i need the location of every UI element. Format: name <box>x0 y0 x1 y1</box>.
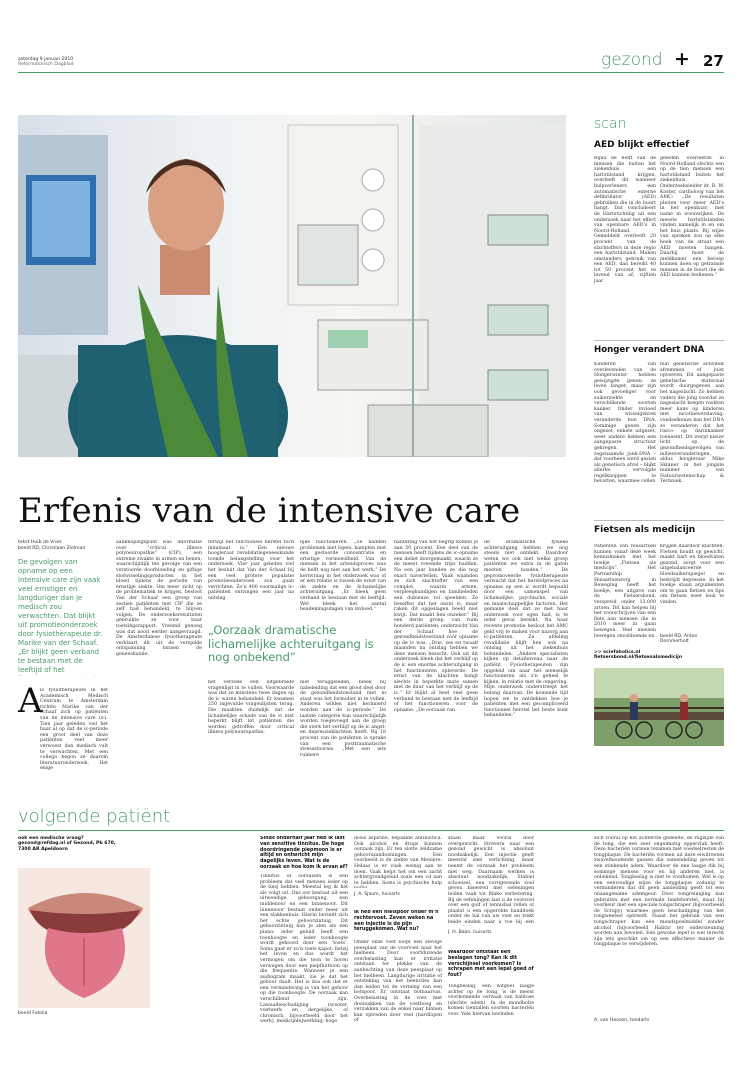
answer-1b: dosis aspirine, bepaalde antibiotica. Ook alcohol en drugs kunnen oorzaak zijn. Er ten slotte zeldzame gehoorszandoeningen. Een voorbeeld is de ziekte van Menière. Helaas is er vaak weinig aan te doen. Vaak helpt het om een zacht achtergrondgeluid zoals een cd aan te hebben. Soms is psychische hulp <box>354 836 442 886</box>
signature-3: A. van Hoosen, tandarts <box>594 1018 650 1023</box>
section-label: gezond <box>601 50 663 70</box>
signature-1: J. A. Sjaum, huisarts <box>354 892 400 897</box>
article-credit-photo: beeld RD, Christiaan Zielman <box>18 546 86 551</box>
patient-section-label: volgende patiënt <box>18 806 171 827</box>
answer-2b: staan maar vooral door overgewicht. Strevern naar een gezond gewicht is absoluut noodzakelijk. Een injectie geeft meestal snel verlichting, maar neemt de oorzaak het probleem niet weg. Daarnaam werken is absoluut noodzakelijk. Stabiel schoeisel, een corrigerende zool geven biseered met oefeningen leiden vaak tot flinke verbetering. Bij de oefeningen laat u de voorzool over een golf of tennisbal rollen of plaatst u een opgerolde handdoek onder de bal van uw voet en trekt beide einden naar u toe bij een <box>448 836 534 925</box>
question-2: Ik heb een hielspoor onder m’n rechtervoet. Zeven weken na een injectie is de pijn teruggekomen. Wat nu? <box>354 910 439 933</box>
drop-cap: A <box>18 681 43 721</box>
tongue-photo <box>18 868 150 1008</box>
tongue-photo-credit: beeld Fotolia <box>18 1011 48 1016</box>
dna-heading: Honger verandert DNA <box>594 345 705 355</box>
signature-2: J. H. Baan, huisarts <box>448 930 492 935</box>
article-col6: de dramatische fysieke achteruitgang hebben we nog steeds niet ontdekt. Daardoor weten we ook niet welke groep patiënten we extra in de gaten moeten houden.” De gepromoveerde fysiotherapeute verwacht dat het herstelproces na opname op een ic wordt bepaald door een samenspel van lichamelijke, psychische, sociale en maatschappelijke factoren. Het gemaine doel dat ze met haar onderzoek voor ogen had, is te ieder geval bereikt. Na haar recente promotie besloot het AMC geld vrij te maken voor nazorg aan ic-patiënten. Ze afdeling revalidatie blijft hen ook na ontslag uit het ziekenhuis behandelen. „Andere specialisten kijken op detailniveau naar de patiënt. Fysiotherapeuten zijn opgeleid om naar het menselijk functioneren als z’n geheel te kijken, in relatie met de omgeving. Mijn onderzoek onderstreept het belang daarvan. De komende tijd hopen we te ontdekken hoe je patiënten met een gecompliceerd functioneel herstel het beste kunt behandelen.” <box>484 540 568 719</box>
answer-2: Onder onze voet loopt een stevige peesplaat van de voorvoet naar het hielbeen. Door voortdurende overbelasting kan er irritatie ontstaan ter plekke van de aanhechting van deze peesplaat op het hielbeen. Langdurige irritatie of ontsteking van het beenvlies kan dan leiden tot de vorming van een botspoor. Er ontstaat botnaarvas. Overbelasting in de voet met doorzakken van de voetboog en verzakken van de enkel naar binnen kan optreden door veel (hardlopen of <box>354 940 442 1024</box>
plus-icon: + <box>674 48 690 70</box>
aed-text-left: Bijna de helft van de mensen die buiten het ziekenhuis een hartstilstand krijgen, overleeft dit wanneer hulpverleners een automatische externe defibrillator (AED) gebruiken die in de buurt hangt. Dat concludeert de Hartstichting uit een onderzoek naar het effect van openbare AED’s in Noord-Holland. Gemiddeld overleeft 20 procent van de slachtoffers in deze regio een hartstilstand. Maken omstanders gebruik van een AED, dan bereikt 40 tot 50 procent het ve levend van af; vijftien jaar <box>594 156 656 285</box>
cyclists-illustration <box>594 668 724 746</box>
fiets-link[interactable]: >> sciefaholics.nl fietsersbond.nl/fietsenalsmedicijn <box>594 650 682 661</box>
question-3: Waardoor ontstaat een beslagen tong? Kan ik dit verschijnsel voorkomen? Is schrapen met een lepel goed of fout? <box>448 950 534 979</box>
question-1: Sinds onderhalf jaar heb ik last van sensitive tinnitus. De hoge doordringende piepmoon is er altijd en ontwricht mijn dagelijks leven. Wat is de oorzaak en hoe kom ik ervan af? <box>260 836 348 870</box>
fiets-text-left: Patiënten van huisartsen kunnen vanaf deze week kennismaken met het boekje „Fietsen als medicijn”. Het Partnership Huisartsenzorg in Beweging heeft het boekje, een uitgave van de Fietsersbond, verspreid onder 12.000 artsen. Dit kan helpen bij het voorschrijven van een fiets aan mensen die in 2010 meer in gaan bewegen. Veel mensen bewegen onvoldoende en <box>594 544 656 639</box>
article-col5: hantering van het begrip komen je aan 50 procent. Een deel van de mensen heeft tijdens de ic-opname een deliet doorgemaakt, waarin ze de meest vreemde trips hadden. Na een jaar konden ze die nog exact navertellen. Vaak waanden ze zich slachtoffer van een complot, waarin artsen, verpleegkundigen en familieleden een dubieuze rol speelden. Ze beseffen dat het onzin is, maar raken dit opgeslagen beeld niet kwijt. Dat maakt hen onzeker.” Bij een derde groep, van ruim honderd patiënten, onderzocht Van der Schaaf hoe de gezondheidstoestand vóór opname op de ic was. „Drie, zes en twaalf maanden na ontslag hebben we deze mensen bezocht. Ook uit dit onderzoek bleek dat het verblijf op de ic een enorme achteruitgang in het functioneren opleverde. De ernst van de klachten hangt slechts in beperkte mate samen met de duur van het verblijf op de ic.” Er blijkt al heel veel geen verband te bestaan met de leeftijd of het functioneren voor de opname. „De oorzaak van <box>394 540 478 713</box>
dna-text-right: hun genetische activiteit afremmen of juist opvoeren. Dit aangepaste genetische materiaal wordt doorgegeven aan het nageslacht. Zo hebben vaders die jong voordat ze nageslacht kregen rookten meer kans op kinderen met nicotineverslaving; voedselkeuze kan het DNA zo veranderen dat het risico op darmkanker toeneemt. Dit werpt nieuw licht op de gezondheidsgevolgen van milieuveranderingen, aldus hoogleraar Mike Skinner in het jongste nummer van Natuurwetenschap & Techniek. <box>660 362 724 485</box>
cyclists-photo <box>594 668 724 746</box>
answer-3b: zich vooral op het achterste gedeelte, de rugzijde van de tong, die een zeer ongelmatig oppervlak heeft. Deze bacteriën vormen tezamen met voedselresten de tongplaque. De bacteriën vormen uit deze eiwitresten zwavelhoudende gassen die samendeling geven tot een stinkende adem. Waardoor de ene laagje dik bij sommige mensen voor en bij anderen niet, is onbekend. Tongbeslag is niet te voorkomen. Wel is op een eenvoudige wijze de tongplaque zodanig te verminderen dat dit geen aanleiding geeft tot een onaangename ademgeur. Door tongreiniging kan gebruiten met een normale tandeborstel, maar bij voorkeur met een speciale tongschraper (bijvoorbeeld de Scrapy) waarmee geen beschadiging van het tongweefsel optreedt. Naast het gebruik van een tongschraper kan een mondspoelmiddel zonder alcohol (bijvoorbeeld Halita) ter ondersteuning worden aan bevolen. Een gewone lepel is wel terecht zijn iets geschikt om op een effectieve manier de tongplaque te verwijderen. <box>594 836 724 948</box>
article-col3b: het verzoek een uitgebreide vragenlijst in te vullen. Voorwaarde was dat ze minstens twee dagen op de ic waren behandeld. Er kwamen 250 ingevulde vragenlijsten terug. Die maakten duidelijk dat de lichamelijke schade van de ic niet beperkt blijft tot patiënten die worden getroffen door critical illness polyneuropathie. <box>208 680 294 736</box>
scan-label: scan <box>594 116 627 132</box>
masthead-date: zaterdag 9 januari 2010 <box>18 57 74 62</box>
fiets-heading: Fietsen als medicijn <box>594 525 696 535</box>
patient-intro: ook een medische vraag? gezond@refdag.nl of Gezond, Pb 670, 7300 AR Apeldoorn <box>18 836 116 852</box>
masthead-rule <box>18 72 724 73</box>
article-col1: ls fysiotherapeute in het Academisch Medisch Centrum te Amsterdam richtte Marike van der Schaaf zich op patiënten van de intensive care (ic). Tien jaar geleden viel het haar al op dat de ic-periode een groot deel van deze patiënten veel meer verwoest dan medisch valt te verwachten. Met een collega begon ze daarom literatuuronderzoek. Het enige <box>40 688 108 772</box>
fiets-text-right: krijgen daardoor klachten. Fietsen houdt op gewicht, maakt hart en bloedvaten gezond, zorgt voor een uitgebalanceerde bloedsuikerspiegel en bestrijdt depressie. In het boekje staan argumenten om te gaan fietsen en tips om fietsen weer leuk te vinden. <box>660 544 724 605</box>
patient-rule <box>18 830 724 831</box>
article-headline: Erfenis van de intensive care <box>18 491 521 531</box>
tongue-illustration <box>18 868 150 1008</box>
article-col4: lijke functioneren. „Ze hadden problemen met lopen, kampten met een gestoorde concentratie en ernstige vermoeidheid. Van de mensen in het arbeidsproces was de helft nog niet aan het werk.” De kernvraag in het onderzoek was of er een relatie is tussen de ernst van de ziekte en de lichamelijke achteruitgang. „Er bleek geen verband te bestaan met de leeftijd. Wel bleek het aantal beademingsdagen van invloed.” <box>300 540 386 613</box>
article-lead: De gevolgen van opname op een intensive care zijn vaak veel ernstiger en langduriger dan je medisch zou verwachten. Dat blijkt uit promotieonderzoek door fysiotherapeute dr. Marike van der Schaaf. „Er blijkt geen verband te bestaan met de leeftijd of het <box>18 558 103 674</box>
dna-text-left: Kinderen van overlevenden van de Hongerwinter hebben gewijzigde genen: ze leven langer, maar zijn ook gevoeliger voor suikerziekte en verschillende soorten kanker. Onder invloed van wisselgebrek veranderde hun DNA. Sommige genen zijn ongezet, enkele uitgezet, weer andere hebben een aangepaste structuur gekregen. Het zogenaamde junk-DNA – dat voorheen werd gezien als genetisch afval – blijkt allerlei vervolgde regelknoppen te bevatten, waarmee cellen <box>594 362 656 485</box>
main-photo <box>18 115 566 457</box>
aed-text-right: geleden overleefde in Noord-Holland slechts een op de tien mensen een hartstilstand buiten het ziekenhuis. Onderzoeksleider dr. R. W. Koster, cardioloog van het AMC: „De resultaten pleiten voor meer AED’s in het openbaar; met name in woonwijken. De meeste hartstilstanden vinden namelijk in en om het huis plaats. Bij wijze van spreken zou op elke hoek van de straat een AED moeten hangen. Daarbij moet de meldkamer een beroep kunnen doen op getrainde mensen in de buurt die de AED kunnen bedienen.” <box>660 156 724 279</box>
article-col3: terwijl het functioneel herstel toch minimaal is.” Een nieuwe hoogleraar revalidatiegeneeskunde toonde belangstelling voor het onderzoek. Vier jaar geleden viel het besluit dat Van der Schaaf bij een veel grotere populatie promotieonderzoek zou gaan verrichten. Zo’n 400 voormalige ic-patiënten ontvingen een jaar na ontslag <box>208 540 294 601</box>
article-col2: aanknopingspunt was informatie over “critical illness polyneuropathie” (CIP), een extreme zwakte in armen en benen; waarschijnlijk ten gevolge van een verstoorde doorbloeding en giftige stofwisselingsproducten in het bloed tijdens de periode van ernstige ziekte. Om meer zicht op de problematiek te krijgen, besloot Van der Schaaf een groep van zestien patiënten met CIP die ze zelf had behandeld, te blijven volgen. De onderzoeksresultaten gebruikte ze voor haar toetsingsrapport. Vreemd genoeg was dat nooit eerder aangevraagd. De Amsterdamse fysiotherapeute verklaart dit uit de verspilde ontspanning binnen de geneeskunde. <box>116 540 202 657</box>
answer-3: Tongbeslag, een witgeel laagje achter op de tong, is de meest voorkomende oorzaak van halitose (slechte adem). In de mondholte komen tientallen soorten bacteriën voor. Vele hiervan bevinden <box>448 984 534 1017</box>
main-photo-illustration <box>18 115 566 457</box>
aed-heading: AED blijkt effectief <box>594 140 690 150</box>
answer-1: Tinnitus of oorsuizen is een probleem dat veel mensen ieder op de tiesj hebben. Meestal leg ik het als volgt uit. Ons oor bestaat uit een uitwendige gehoorgang, een middenoor en een binnenoor. Dit binnenoor bestaat onder meer uit een slakkenhuis. Hierin bevindt zich het echte gehoorzintuig. Dit gehoorzintuig kun je zien als een piano: ieder geluid heeft een toonhoogte en ieder toonhoogte wordt gehoord door een ‘toets’. Soms gaat er zo’n toets kapot: hetzij het leven en dus wordt het vermogen om die toon te horen verwagen door een piepfluittoon op die frequentie. Wanneer je een audiogram maakt, zie je dat het gehoor daalt. Het is dus ook dat er een vermindering is van het gehoor op die toonhoogte. De oorzaak kan verschillend zijn. Lawaaibeschadiging (scooter, voetwerk en dergelijke, of chronisch, bijvoorbeeld door het werk), medicijnbijwerking; hoge <box>260 874 348 1025</box>
masthead-paper: Reformatorisch Dagblad <box>18 62 74 67</box>
divider-2 <box>594 520 724 521</box>
article-col4b: niet teruggeleden, bleek bij nabeleiding dat een groot deel door de gezondheidstoestand niet in staat was het formulier in te vullen. Anderen wilden niet herinnerd worden aan de ic-periode.” De laatste categorie kan waarschijnlijk worden toegevoegd aan de groep die sterk het verblijf op de ic angst- en depressieklachten heeft. Bij 18 procent van de patiënten is sprake van een posttraumatische stressstoornis. „Met een iets ruimere <box>300 680 386 758</box>
divider-1 <box>594 340 724 341</box>
pull-quote: „Oorzaak dramatische lichamelijke achteruitgang is nog onbekend” <box>208 623 374 664</box>
page-number: 27 <box>703 52 724 70</box>
article-credit-text: tekst Huib de Vries <box>18 540 62 545</box>
fiets-credit: beeld RD, Anton Dommerholt <box>660 634 698 645</box>
